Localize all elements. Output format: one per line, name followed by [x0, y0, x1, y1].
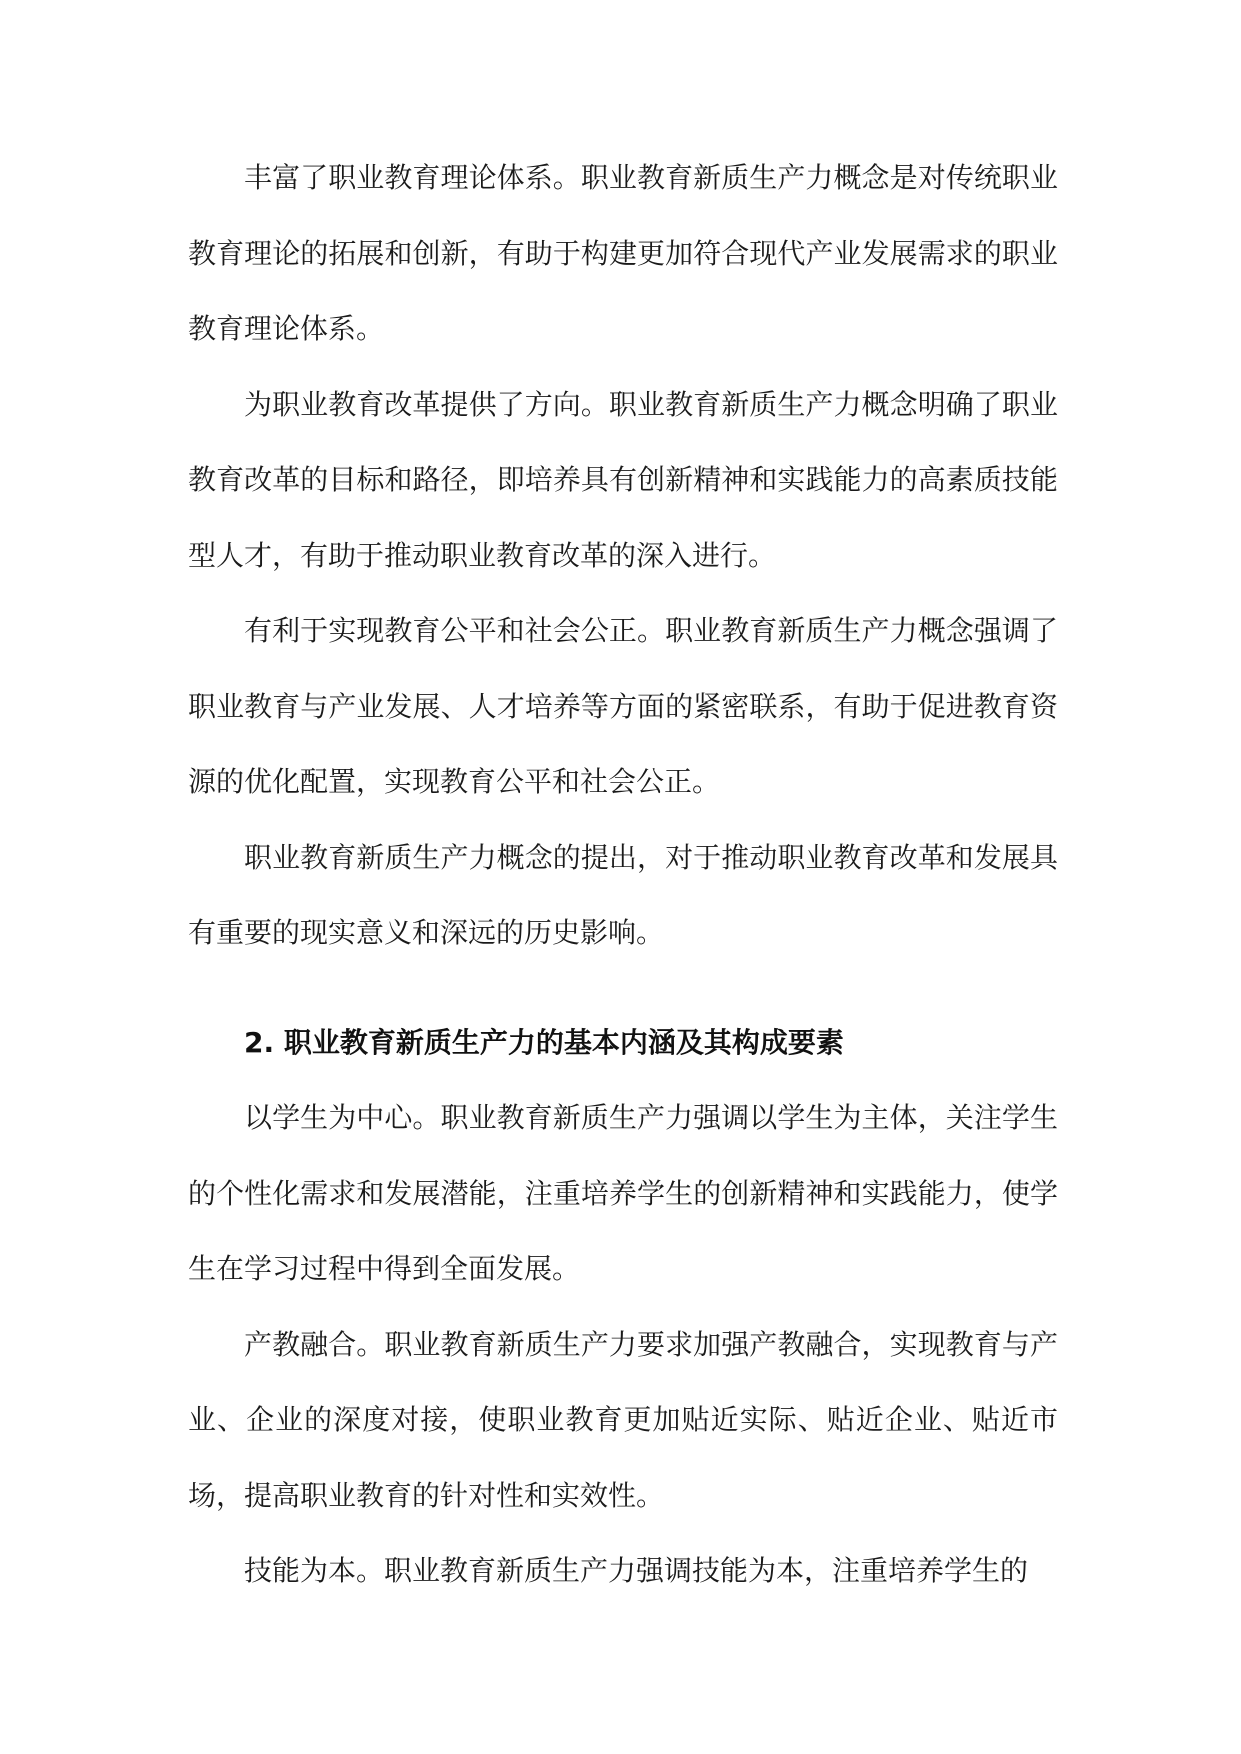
paragraph-significance: 职业教育新质生产力概念的提出，对于推动职业教育改革和发展具有重要的现实意义和深远的历史影响。 — [188, 840, 1058, 949]
document-body — [188, 140, 1058, 1609]
paragraph-student-centered: 以学生为中心。职业教育新质生产力强调以学生为主体，关注学生的个性化需求和发展潜能，注重培养学生的创新精神和实践能力，使学生在学习过程中得到全面发展。 — [188, 1101, 1058, 1285]
section-heading: 2. 职业教育新质生产力的基本内涵及其构成要素 — [244, 1025, 844, 1059]
paragraph-reform-direction: 为职业教育改革提供了方向。职业教育新质生产力概念明确了职业教育改革的目标和路径，即培养具有创新精神和实践能力的高素质技能型人才，有助于推动职业教育改革的深入进行。 — [188, 387, 1058, 572]
paragraph-industry-integration: 产教融合。职业教育新质生产力要求加强产教融合，实现教育与产业、企业的深度对接，使职业教育更加贴近实际、贴近企业、贴近市场，提高职业教育的针对性和实效性。 — [188, 1327, 1058, 1512]
paragraph-skill-based: 技能为本。职业教育新质生产力强调技能为本，注重培养学生的 — [244, 1554, 1029, 1587]
paragraph-education-equity: 有利于实现教育公平和社会公正。职业教育新质生产力概念强调了职业教育与产业发展、人才培养等方面的紧密联系，有助于促进教育资源的优化配置，实现教育公平和社会公正。 — [188, 614, 1058, 798]
paragraph-theory-system: 丰富了职业教育理论体系。职业教育新质生产力概念是对传统职业教育理论的拓展和创新，有助于构建更加符合现代产业发展需求的职业教育理论体系。 — [188, 161, 1058, 345]
